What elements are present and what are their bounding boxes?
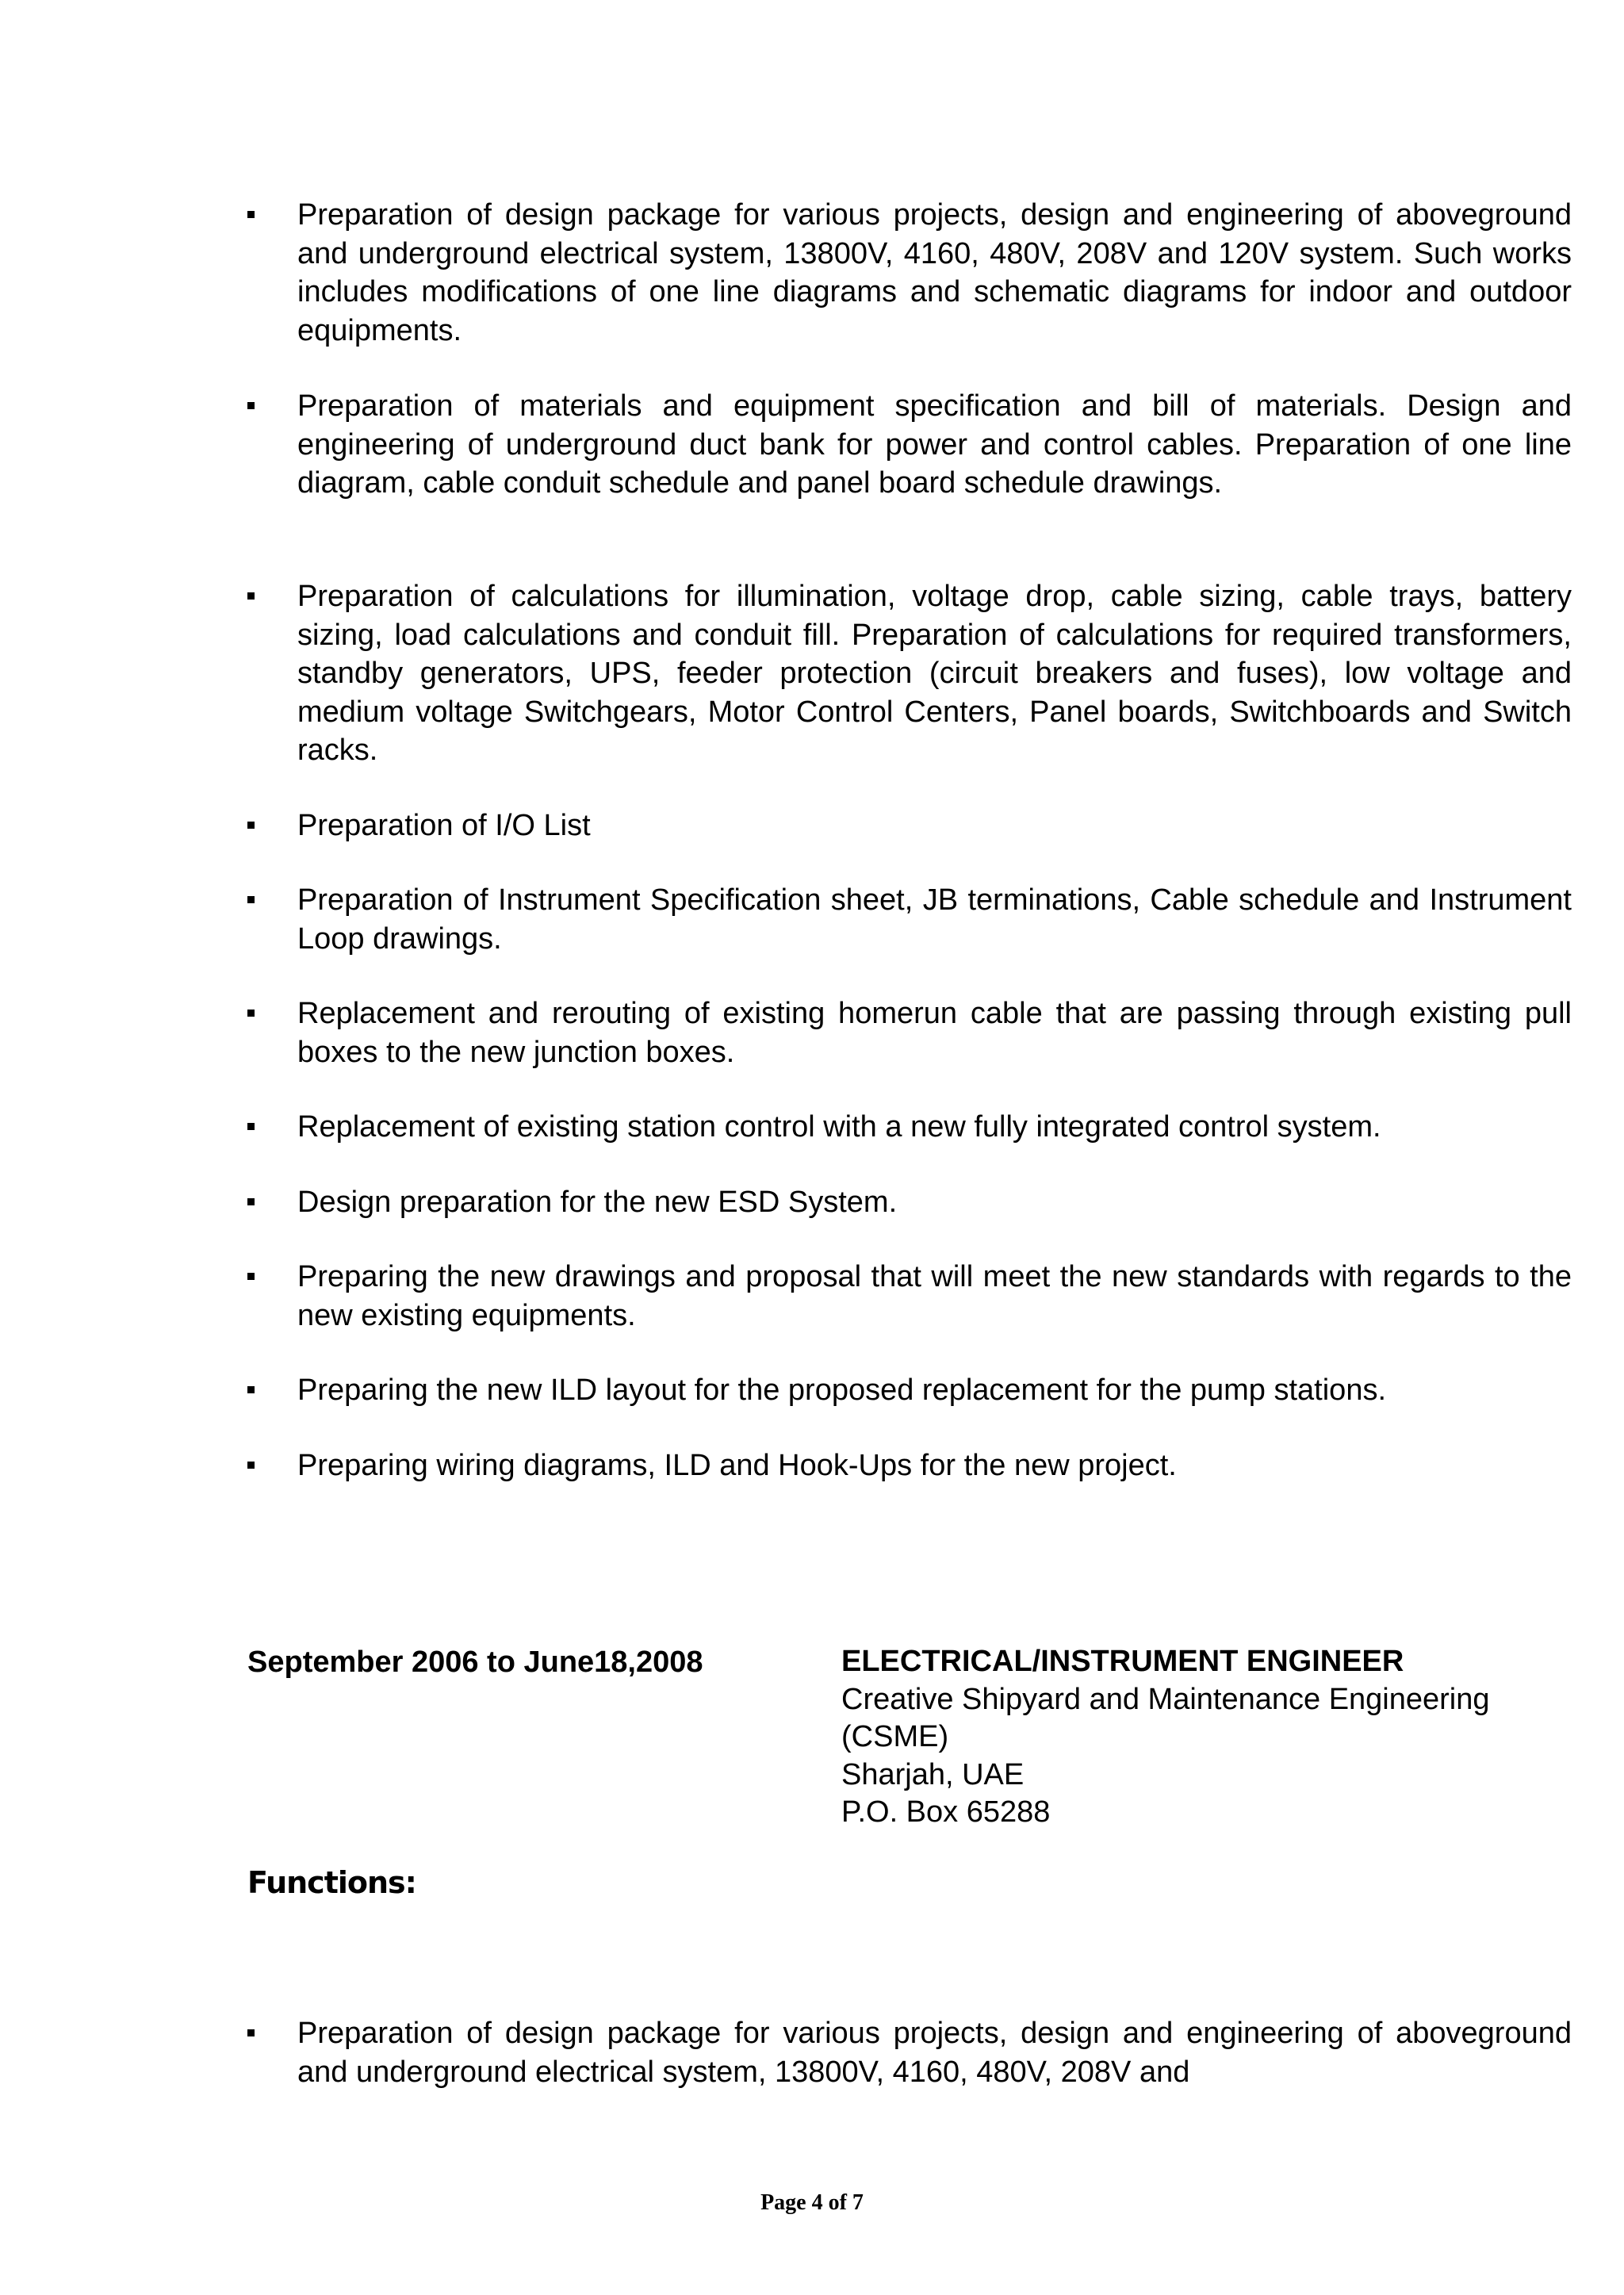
bullet-text: Preparing the new ILD layout for the proposed replacement for the pump stations. bbox=[297, 1374, 1387, 1407]
bullet-item bbox=[247, 1108, 1572, 1147]
square-bullet-icon bbox=[247, 1198, 255, 1205]
bullet-item bbox=[247, 577, 1572, 770]
bullet-item bbox=[247, 881, 1572, 958]
bullet-text: Preparing the new drawings and proposal that will meet the new standards with regards to the new existing equipments. bbox=[297, 1260, 1572, 1332]
bullet-item bbox=[247, 1371, 1572, 1410]
page-number: Page 4 of 7 bbox=[760, 2190, 864, 2215]
square-bullet-icon bbox=[247, 2029, 255, 2036]
bullet-item bbox=[247, 807, 1572, 845]
bullet-text: Preparation of calculations for illumination, voltage drop, cable sizing, cable trays, battery sizing, load calculations and conduit fill. Preparation of calculations for required transformers, standby generators, UPS, feeder protection (circuit breakers and fuses), low voltage and medium voltage Switchgears, Motor Control Centers, Panel boards, Switchboards and Switch racks. bbox=[297, 580, 1572, 767]
bullet-item bbox=[247, 387, 1572, 503]
bullet-list-middle bbox=[247, 577, 1572, 1485]
job-details bbox=[841, 1643, 1574, 1832]
square-bullet-icon bbox=[247, 1010, 255, 1017]
bullet-item bbox=[247, 196, 1572, 350]
bullet-text: Design preparation for the new ESD System. bbox=[297, 1185, 898, 1219]
company-name: Creative Shipyard and Maintenance Engineering bbox=[841, 1682, 1490, 1716]
job-title: ELECTRICAL/INSTRUMENT ENGINEER bbox=[841, 1645, 1404, 1678]
bullet-list-top bbox=[247, 196, 1572, 503]
bullet-text: Preparing wiring diagrams, ILD and Hook-Ups for the new project. bbox=[297, 1448, 1177, 1482]
bullet-item bbox=[247, 1446, 1572, 1485]
bullet-item bbox=[247, 994, 1572, 1071]
bullet-item bbox=[247, 2014, 1572, 2091]
square-bullet-icon bbox=[247, 1123, 255, 1130]
square-bullet-icon bbox=[247, 592, 255, 600]
bullet-text: Preparation of materials and equipment specification and bill of materials. Design and engineering of underground duct bank for power and control cables. Preparation of one line diagram, cable conduit schedule and panel board schedule drawings. bbox=[297, 389, 1572, 500]
bullet-text: Preparation of design package for various projects, design and engineering of aboveground and underground electrical system, 13800V, 4160, 480V, 208V and bbox=[297, 2017, 1572, 2089]
bullet-text: Replacement and rerouting of existing homerun cable that are passing through existing pull boxes to the new junction boxes. bbox=[297, 997, 1572, 1069]
square-bullet-icon bbox=[247, 1273, 255, 1280]
square-bullet-icon bbox=[247, 402, 255, 409]
bullet-list-bottom bbox=[247, 2014, 1572, 2091]
bullet-text: Preparation of I/O List bbox=[297, 808, 591, 842]
job-date-range: September 2006 to June18,2008 bbox=[247, 1646, 703, 1679]
square-bullet-icon bbox=[247, 211, 255, 218]
bullet-text: Preparation of Instrument Specification sheet, JB terminations, Cable schedule and Instrument Loop drawings. bbox=[297, 883, 1572, 956]
bullet-text: Preparation of design package for various projects, design and engineering of aboveground and underground electrical system, 13800V, 4160, 480V, 208V and 120V system. Such works includes modifications of one line diagrams and schematic diagrams for indoor and outdoor equipments. bbox=[297, 198, 1572, 347]
bullet-text: Replacement of existing station control with a new fully integrated control system. bbox=[297, 1110, 1381, 1144]
company-location: Sharjah, UAE bbox=[841, 1757, 1025, 1791]
functions-heading: Functions: bbox=[247, 1865, 416, 1900]
square-bullet-icon bbox=[247, 1462, 255, 1469]
company-abbreviation: (CSME) bbox=[841, 1720, 949, 1753]
bullet-item bbox=[247, 1258, 1572, 1335]
company-po-box: P.O. Box 65288 bbox=[841, 1795, 1051, 1829]
square-bullet-icon bbox=[247, 822, 255, 829]
square-bullet-icon bbox=[247, 896, 255, 903]
bullet-item bbox=[247, 1183, 1572, 1222]
square-bullet-icon bbox=[247, 1386, 255, 1393]
